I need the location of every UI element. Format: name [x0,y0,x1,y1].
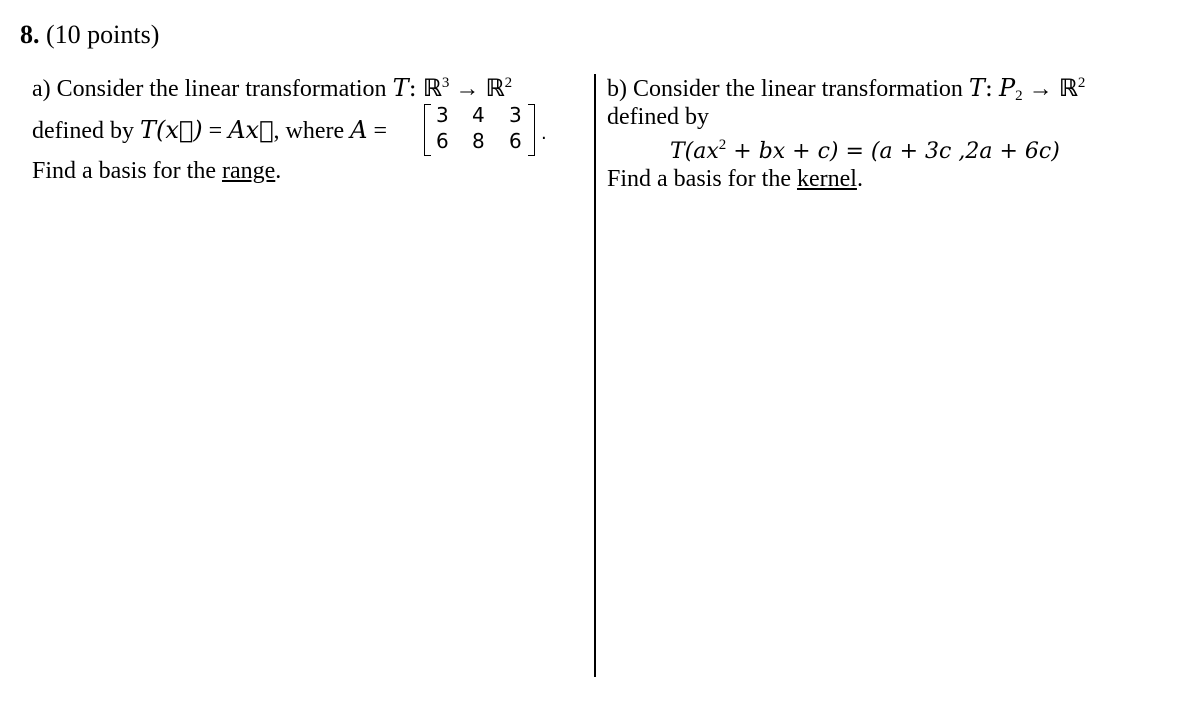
range-word: range [221,158,276,184]
matrix-cell: 3 [436,103,449,127]
exponent-2: 2 [504,75,513,91]
matrix-cell: 4 [472,103,485,127]
part-a-line-2 [32,116,387,145]
real-set-symbol: ℝ [1058,74,1078,102]
polynomial-space-symbol: P [999,74,1016,102]
right-bracket [528,104,535,156]
colon: : [408,74,417,102]
transformation-symbol: T [392,74,409,102]
period: . [856,166,863,192]
matrix-symbol: A [350,116,368,144]
real-set-symbol: ℝ [422,74,442,102]
part-b-line-2 [607,104,709,131]
matrix-cell: 6 [436,129,449,153]
subscript-2: 2 [1015,88,1023,104]
part-a-line-3 [32,158,281,185]
part-b-line-1 [607,74,1085,103]
find-basis-text: Find a basis for the [32,158,222,184]
matrix-A [422,101,550,157]
arrow-symbol: → [455,76,480,102]
matrix-cell: 6 [509,129,522,153]
exponent-3: 3 [441,75,450,91]
transformation-symbol: T [139,116,156,144]
part-a-intro-text: a) Consider the linear transformation [32,76,393,102]
left-bracket [424,104,431,156]
defined-by-text: defined by [32,118,140,144]
part-b-intro-text: b) Consider the linear transformation [607,76,969,102]
problem-points: (10 points) [46,20,160,49]
matrix-cell: 8 [472,129,485,153]
find-basis-text: Find a basis for the [607,166,797,192]
colon: : [984,74,994,102]
equation-left: T(ax [670,139,719,164]
part-a-line-1 [32,74,512,103]
period: . [275,158,282,184]
real-set-symbol: ℝ [485,74,505,102]
part-b-equation [670,138,1060,164]
column-divider [594,74,596,677]
exponent-2: 2 [718,137,727,153]
where-text: , where [273,118,351,144]
equals-sign: = [202,118,229,144]
problem-number: 8. [20,20,40,49]
arrow-symbol: → [1028,76,1053,102]
exponent-2: 2 [1077,75,1086,91]
transformation-symbol: T [968,74,985,102]
matrix-period: . [541,123,547,144]
problem-header [20,20,159,50]
vector-argument: (x⃗) [155,116,203,144]
equals-sign: = [367,118,388,144]
equation-right: + bx + c) = (a + 3c ,2a + 6c) [726,139,1060,164]
defined-by-text: defined by [607,104,709,130]
matrix-cell: 3 [509,103,522,127]
part-b-line-4 [607,166,863,193]
kernel-word: kernel [796,166,857,192]
matrix-product: Ax⃗ [228,116,274,144]
